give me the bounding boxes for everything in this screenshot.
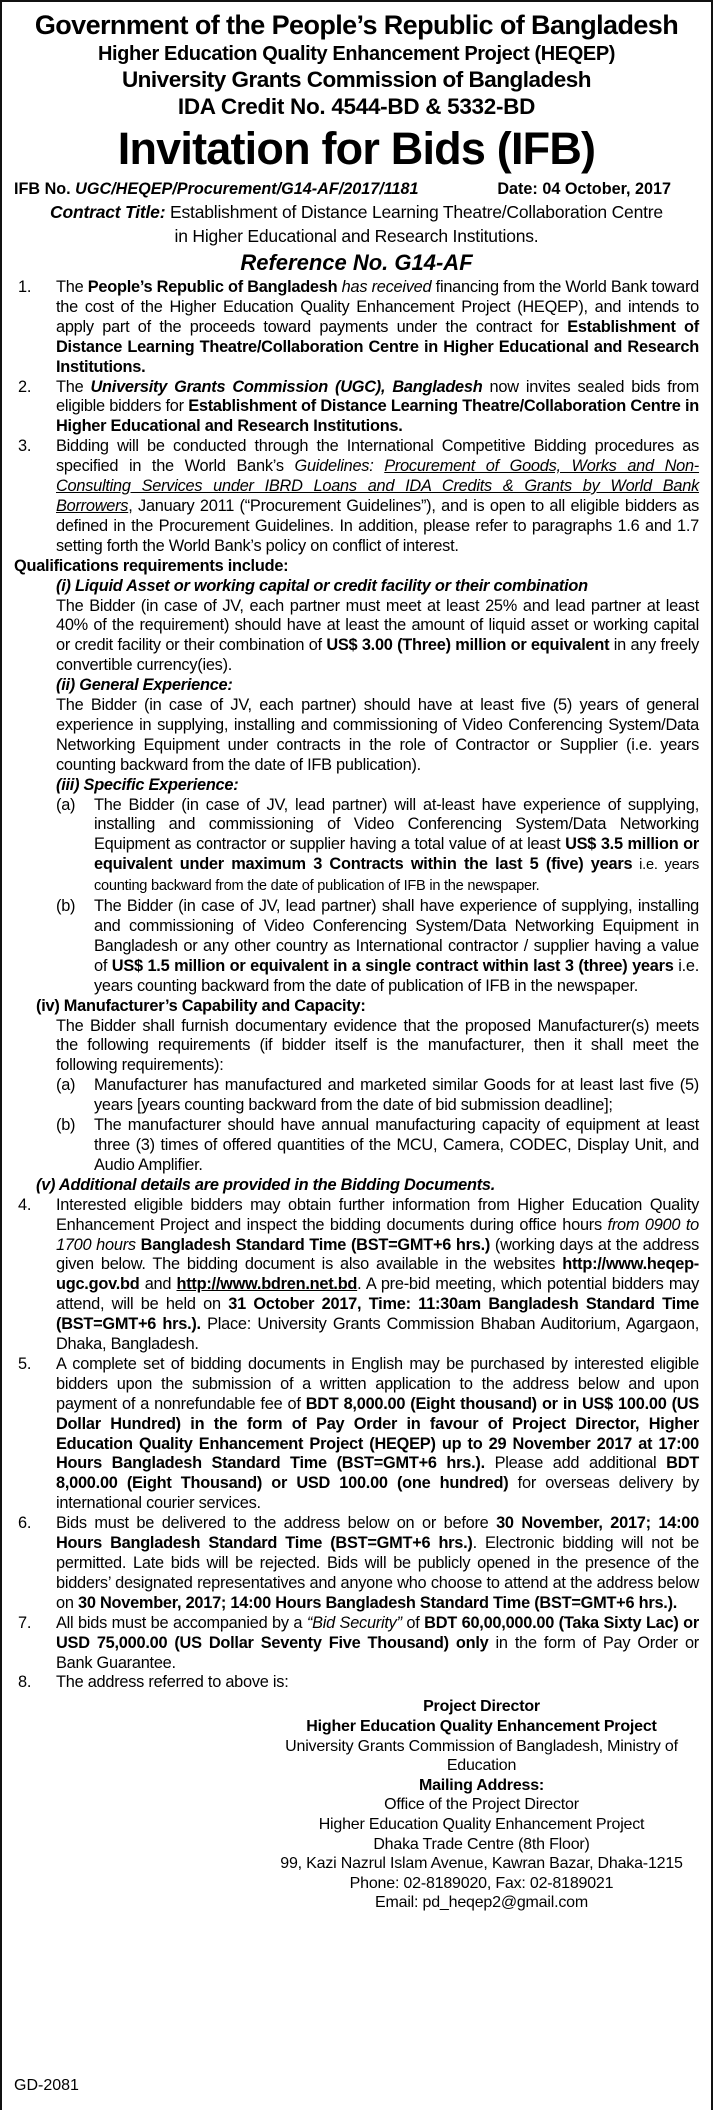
govt-heading: Government of the People’s Republic of Bangladesh bbox=[34, 10, 679, 40]
ifb-number: IFB No. UGC/HEQEP/Procurement/G14-AF/2017/1181 bbox=[14, 180, 419, 198]
paragraph-6: 6. Bids must be delivered to the address below on or before 30 November, 2017; 14:00 Hours Bangladesh Standard Time (BST=GMT+6 hrs.). Electronic bidding will not be permitted. Late bids will be rejected. Bids will be publicly opened in the presence of the bidders’ designated representatives and anyone who choose to attend at the address below on 30 November, 2017; 14:00 Hours Bangladesh Standard Time (BST=GMT+6 hrs.). bbox=[18, 1514, 699, 1612]
qualification-manufacturer: (iv) Manufacturer’s Capability and Capacity: The Bidder shall furnish documentary evidence that the proposed Manufacturer(s) meets the following requirements (if bidder itself is the manufacturer, then it shall meet the following requirements): (a) Manufacturer has manufactured and marketed similar Goods for at least last five (5) years [years counting backward from the date of bid submission deadline]; (b) The manufacturer should have annual manufacturing capacity of equipment at least three (3) times of offered quantities of the MCU, Camera, CODEC, Display Unit, and Audio Amplifier. (v) Additional details are provided in the Bidding Documents. bbox=[14, 997, 699, 1196]
qualification-liquid-asset: (i) Liquid Asset or working capital or credit facility or their combination The Bidder (in case of JV, each partner must meet at least 25% and lead partner at least 40% of the requirement) should have at least the amount of liquid asset or working capital or credit facility or their combination of US$ 3.00 (Three) million or equivalent in any freely convertible currency(ies). bbox=[56, 576, 699, 675]
paragraph-2: 2. The University Grants Commission (UGC), Bangladesh now invites sealed bids from eligible bidders for Establishment of Distance Learning Theatre/Collaboration Centre in Higher Educational and Research Institutions. bbox=[18, 377, 699, 436]
page-title: Invitation for Bids (IFB) bbox=[117, 123, 596, 174]
footer-code: GD-2081 bbox=[14, 2077, 79, 2094]
ifb-date: Date: 04 October, 2017 bbox=[497, 180, 671, 198]
project-heading: Higher Education Quality Enhancement Project (HEQEP) bbox=[97, 43, 616, 65]
bdren-website-link[interactable]: http://www.bdren.net.bd bbox=[176, 1275, 358, 1294]
ugc-heading: University Grants Commission of Bangladesh bbox=[121, 67, 592, 92]
qualifications-heading: Qualifications requirements include: bbox=[14, 556, 289, 575]
paragraph-8: 8. The address referred to above is: bbox=[18, 1673, 289, 1692]
ifb-number-line bbox=[14, 179, 699, 200]
credit-heading: IDA Credit No. 4544-BD & 5332-BD bbox=[177, 94, 536, 119]
paragraph-1: 1. The People’s Republic of Bangladesh has received financing from the World Bank toward the cost of the Higher Education Quality Enhancement Project (HEQEP), and intends to apply part of the proceeds toward payments under the contract for Establishment of Distance Learning Theatre/Collaboration Centre in Higher Educational and Research Institutions. bbox=[18, 278, 699, 376]
paragraph-3: 3. Bidding will be conducted through the International Competitive Bidding procedures as specified in the World Bank’s Guidelines: Procurement of Goods, Works and Non-Consulting Services under IBRD Loans and IDA Credits & Grants by World Bank Borrowers, January 2011 (“Procurement Guidelines”), and is open to all eligible bidders as defined in the Procurement Guidelines. In addition, please refer to paragraphs 1.6 and 1.7 setting forth the World Bank’s policy on conflict of interest. bbox=[18, 437, 700, 555]
specific-experience-b: (b) The Bidder (in case of JV, lead partner) shall have experience of supplying, installing and commissioning of Video Conferencing System/Data Networking Equipment in Bangladesh or any other country as International contractor / supplier having a value of US$ 1.5 million or equivalent in a single contract within last 3 (three) years i.e. years counting backward from the date of publication of IFB in the newspaper. bbox=[56, 897, 700, 995]
contract-title: Contract Title: Establishment of Distance Learning Theatre/Collaboration Centre in Higher Educational and Research Institutions. bbox=[50, 202, 663, 246]
address-block: Project Director Higher Education Quality Enhancement Project University Grants Commission of Bangladesh, Ministry of Education Mailing Address: Office of the Project Director Higher Education Quality Enhancement Project Dhaka Trade Centre (8th Floor) 99, Kazi Nazrul Islam Avenue, Kawran Bazar, Dhaka-1215 Phone: 02-8189020, Fax: 02-8189021 Email: pd_heqep2@gmail.com bbox=[14, 1697, 699, 1913]
paragraph-5: 5. A complete set of bidding documents in English may be purchased by interested eligible bidders upon the submission of a written application to the address below and upon payment of a nonrefundable fee of BDT 8,000.00 (Eight thousand) or in US$ 100.00 (US Dollar Hundred) in the form of Pay Order in favour of Project Director, Higher Education Quality Enhancement Project (HEQEP) up to 29 November 2017 at 17:00 Hours Bangladesh Standard Time (BST=GMT+6 hrs.). Please add additional BDT 8,000.00 (Eight Thousand) or USD 100.00 (one hundred) for overseas delivery by international courier services. bbox=[18, 1354, 700, 1513]
heqep-website-link[interactable]: http://www.heqep-ugc.gov.bd bbox=[56, 1255, 699, 1294]
paragraph-7: 7. All bids must be accompanied by a “Bid Security” of BDT 60,00,000.00 (Taka Sixty Lac) or USD 75,000.00 (US Dollar Seventy Five Thousand) only in the form of Pay Order or Bank Guarantee. bbox=[18, 1613, 700, 1672]
specific-experience-a: (a) The Bidder (in case of JV, lead partner) will at-least have experience of supplying, installing and commissioning of Video Conferencing System/Data Networking Equipment as contractor or supplier having a total value of at least US$ 3.5 million or equivalent under maximum 3 Contracts within the last 5 (five) years i.e. years counting backward from the date of publication of IFB in the newspaper. bbox=[56, 795, 699, 895]
qualification-specific-experience: (iii) Specific Experience: (a) The Bidder (in case of JV, lead partner) will at-least have experience of supplying, installing and commissioning of Video Conferencing System/Data Networking Equipment as contractor or supplier having a total value of at least US$ 3.5 million or equivalent under maximum 3 Contracts within the last 5 (five) years i.e. years counting backward from the date of publication of IFB in the newspaper. (b) The Bidder (in case of JV, lead partner) shall have experience of supplying, installing and commissioning of Video Conferencing System/Data Networking Equipment in Bangladesh or any other country as International contractor / supplier having a value of US$ 1.5 million or equivalent in a single contract within last 3 (three) years i.e. years counting backward from the date of publication of IFB in the newspaper. bbox=[56, 775, 700, 995]
qualification-general-experience: (ii) General Experience: The Bidder (in case of JV, each partner) should have at least five (5) years of general experience in supplying, installing and commissioning of Video Conferencing System/Data Networking Equipment under contracts in the role of Contractor or Supplier (i.e. years counting backward from the date of IFB publication). bbox=[56, 676, 699, 774]
paragraph-4: 4. Interested eligible bidders may obtain further information from Higher Education Quality Enhancement Project and inspect the bidding documents during office hours from 0900 to 1700 hours Bangladesh Standard Time (BST=GMT+6 hrs.) (working days at the address given below. The bidding document is also available in the websites http://www.heqep-ugc.gov.bd and http://www.bdren.net.bd. A pre-bid meeting, which potential bidders may attend, will be held on 31 October 2017, Time: 11:30am Bangladesh Standard Time (BST=GMT+6 hrs.). Place: University Grants Commission Bhaban Auditorium, Agargaon, Dhaka, Bangladesh. bbox=[18, 1195, 699, 1354]
reference-number: Reference No. G14-AF bbox=[240, 250, 473, 275]
contact-email[interactable]: Email: pd_heqep2@gmail.com bbox=[375, 1894, 588, 1912]
manufacturer-a: (a) Manufacturer has manufactured and marketed similar Goods for at least last five (5) years [years counting backward from the date of bid submission deadline]; bbox=[56, 1076, 699, 1115]
manufacturer-b: (b) The manufacturer should have annual manufacturing capacity of equipment at least three (3) times of offered quantities of the MCU, Camera, CODEC, Display Unit, and Audio Amplifier. bbox=[56, 1116, 699, 1174]
